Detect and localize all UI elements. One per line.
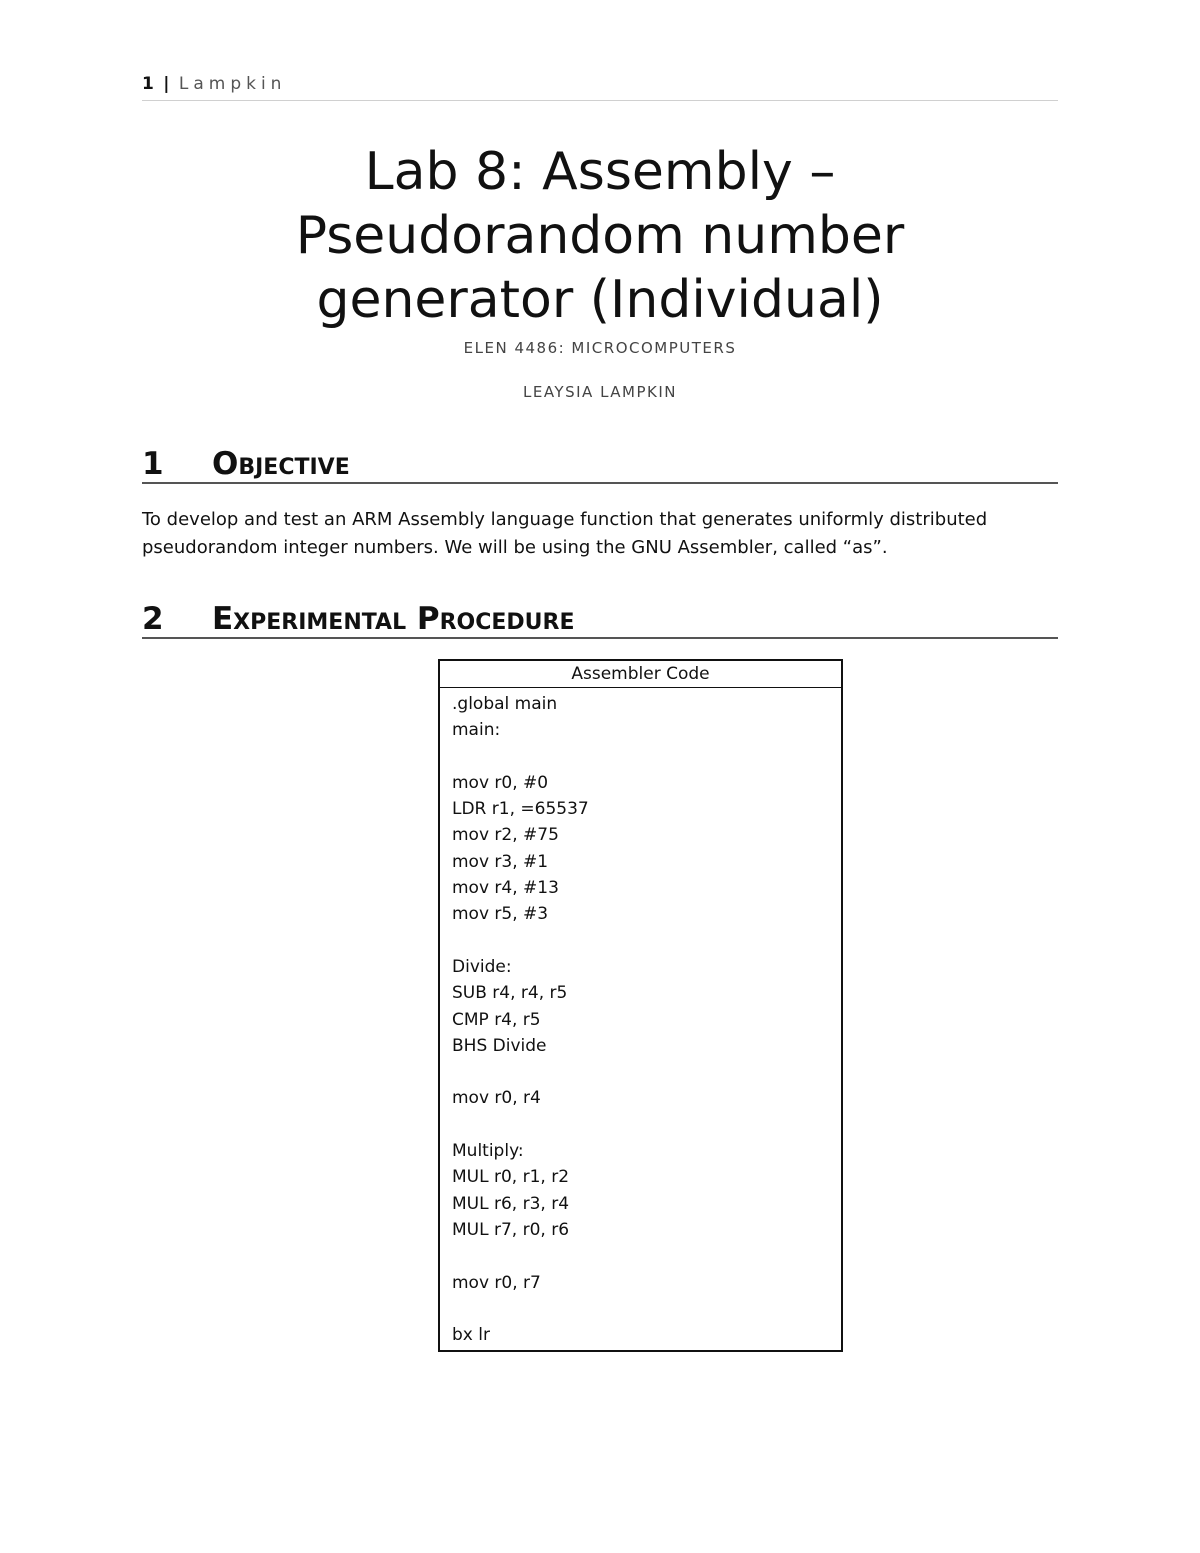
code-table-header: Assembler Code xyxy=(440,661,841,688)
code-line: BHS Divide xyxy=(452,1035,547,1056)
code-line: MUL r0, r1, r2 xyxy=(452,1167,570,1188)
code-line xyxy=(452,1296,829,1322)
code-line: CMP r4, r5 xyxy=(452,1009,541,1030)
student-name: LEAYSIA LAMPKIN xyxy=(523,383,677,401)
assembler-code-table xyxy=(438,659,843,1352)
paragraph-line: pseudorandom integer numbers. We will be using the GNU Assembler, called “as”. xyxy=(142,537,888,558)
code-line: mov r0, r4 xyxy=(452,1088,541,1109)
code-line xyxy=(452,928,829,954)
code-line xyxy=(452,1059,829,1085)
code-line: MUL r7, r0, r6 xyxy=(452,1219,570,1240)
code-line: LDR r1, =65537 xyxy=(452,799,589,820)
code-line: mov r5, #3 xyxy=(452,904,549,925)
code-line: Multiply: xyxy=(452,1141,524,1162)
paragraph-line: To develop and test an ARM Assembly language function that generates uniformly distributed xyxy=(142,509,988,530)
page-header xyxy=(142,74,1058,101)
document-title xyxy=(142,140,1058,332)
section-title: Experimental Procedure xyxy=(212,601,575,637)
section-heading-procedure xyxy=(142,601,1058,639)
header-author: Lampkin xyxy=(178,74,287,94)
title-line-2: Pseudorandom number xyxy=(295,206,905,266)
code-table-body xyxy=(440,688,841,1350)
code-line xyxy=(452,1243,829,1269)
code-line: mov r0, r7 xyxy=(452,1272,541,1293)
title-line-1: Lab 8: Assembly – xyxy=(364,142,836,202)
code-line: mov r0, #0 xyxy=(452,772,549,793)
section-title: Objective xyxy=(212,446,350,482)
code-line: Divide: xyxy=(452,956,512,977)
code-line xyxy=(452,744,829,770)
code-line: bx lr xyxy=(452,1325,490,1346)
title-line-3: generator (Individual) xyxy=(316,270,884,330)
code-line: mov r2, #75 xyxy=(452,825,559,846)
section-number: 2 xyxy=(142,601,164,637)
code-line: MUL r6, r3, r4 xyxy=(452,1193,570,1214)
code-line: main: xyxy=(452,720,501,741)
section-heading-objective xyxy=(142,446,1058,484)
code-line xyxy=(452,1112,829,1138)
code-line: .global main xyxy=(452,694,558,714)
course-name: ELEN 4486: MICROCOMPUTERS xyxy=(463,339,737,357)
objective-paragraph xyxy=(142,506,1058,562)
code-line: SUB r4, r4, r5 xyxy=(452,983,568,1004)
code-line: mov r3, #1 xyxy=(452,851,549,872)
header-separator: | xyxy=(163,74,170,94)
page-number: 1 xyxy=(142,74,154,94)
section-number: 1 xyxy=(142,446,164,482)
code-line: mov r4, #13 xyxy=(452,878,559,899)
